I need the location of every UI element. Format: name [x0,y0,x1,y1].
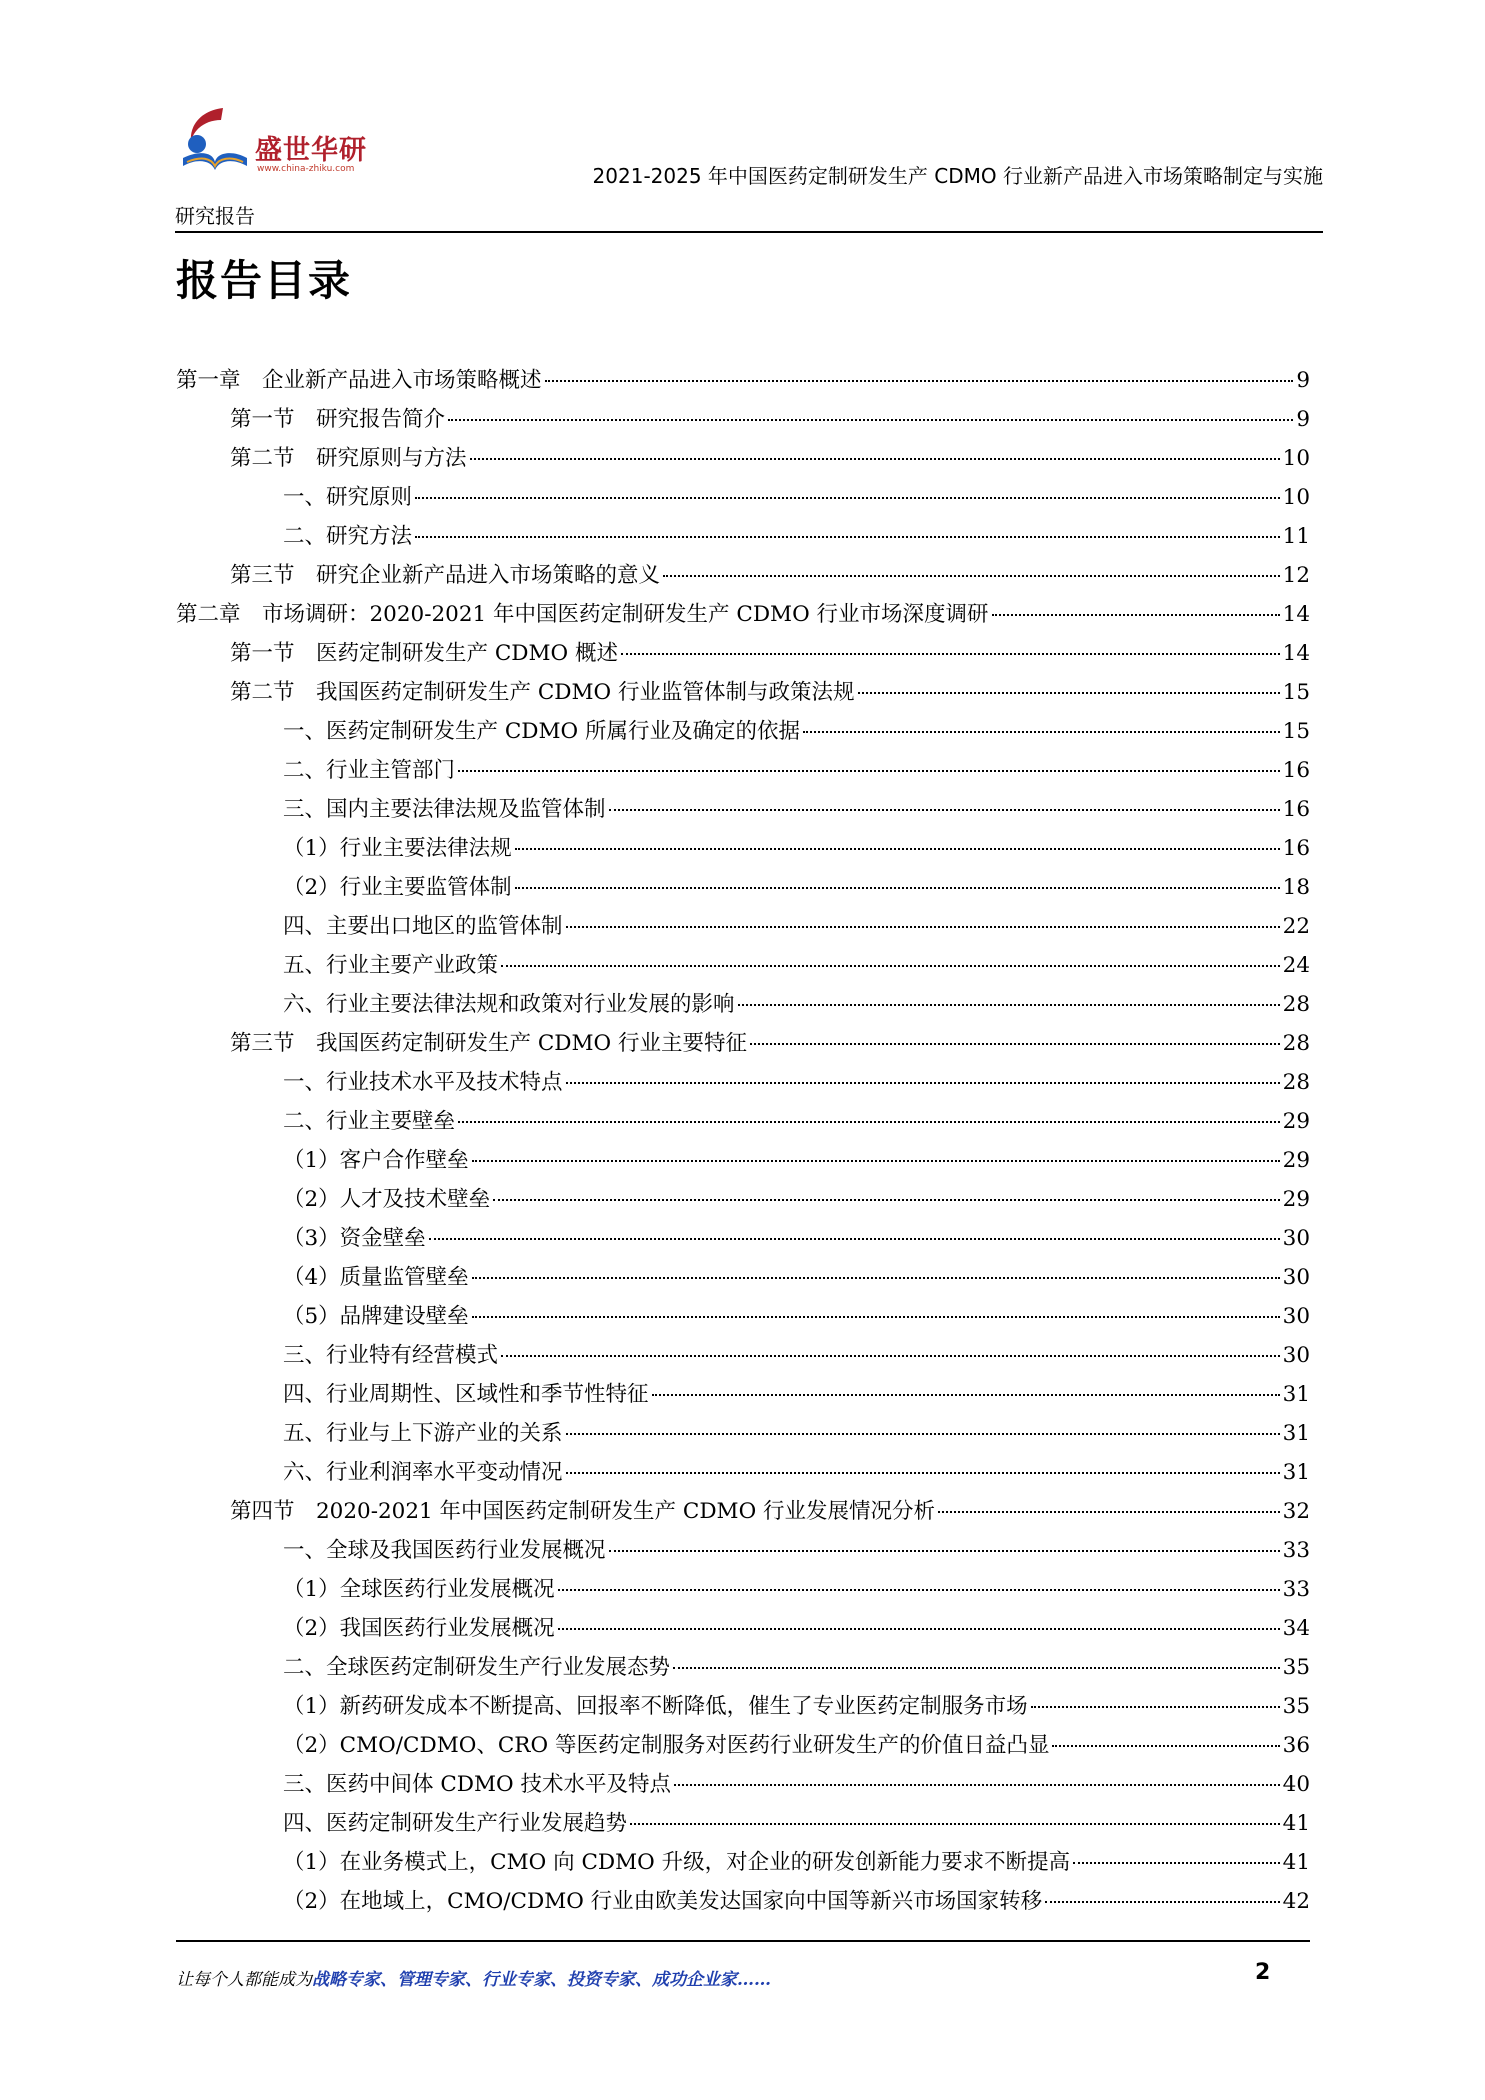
toc-entry[interactable] [176,1026,1310,1065]
slogan-prefix: 让每个人都能成为 [176,1970,312,1990]
report-title: 2021-2025 年中国医药定制研发生产 CDMO 行业新产品进入市场策略制定与实施 [592,164,1323,188]
toc-entry[interactable] [176,675,1310,714]
toc-entry[interactable] [176,1806,1310,1845]
toc-entry[interactable] [176,1104,1310,1143]
toc-dot-leader [738,1003,1280,1006]
toc-entry[interactable] [176,1572,1310,1611]
toc-entry-title: （1）客户合作壁垒 [283,1148,469,1173]
toc-dot-leader [458,1120,1280,1123]
toc-entry-page: 30 [1282,1304,1310,1329]
toc-entry-title: 六、行业主要法律法规和政策对行业发展的影响 [283,992,735,1017]
logo-emblem-icon [175,100,255,180]
toc-dot-leader [750,1042,1280,1045]
toc-entry-page: 33 [1282,1538,1310,1563]
toc-entry-page: 31 [1282,1421,1310,1446]
toc-entry[interactable] [176,1884,1310,1923]
toc-entry[interactable] [176,909,1310,948]
toc-entry-page: 35 [1282,1655,1310,1680]
toc-entry-page: 22 [1282,914,1310,939]
toc-dot-leader [558,1627,1280,1630]
toc-entry[interactable] [176,519,1310,558]
toc-entry-title: 一、研究原则 [283,485,413,510]
toc-entry-title: 第一节 医药定制研发生产 CDMO 概述 [230,641,618,666]
toc-dot-leader [458,769,1280,772]
toc-entry[interactable] [176,1299,1310,1338]
toc-entry-page: 29 [1282,1109,1310,1134]
toc-entry-title: 第二节 研究原则与方法 [230,446,467,471]
toc-dot-leader [472,1276,1280,1279]
toc-entry-title: 二、研究方法 [283,524,413,549]
toc-entry[interactable] [176,1377,1310,1416]
toc-dot-leader [663,574,1280,577]
toc-entry-title: 二、全球医药定制研发生产行业发展态势 [283,1655,671,1680]
toc-entry-page: 28 [1282,1031,1310,1056]
toc-dot-leader [674,1783,1280,1786]
logo-name: 盛世华研 [255,135,367,166]
toc-entry-title: （2）人才及技术壁垒 [283,1187,491,1212]
toc-dot-leader [566,925,1280,928]
toc-entry[interactable] [176,402,1310,441]
toc-entry-page: 18 [1282,875,1310,900]
toc-entry[interactable] [176,1221,1310,1260]
toc-entry-title: （1）新药研发成本不断提高、回报率不断降低，催生了专业医药定制服务市场 [283,1694,1028,1719]
report-subtitle: 研究报告 [175,204,255,228]
toc-entry-title: 第一章 企业新产品进入市场策略概述 [176,368,542,393]
toc-dot-leader [621,652,1280,655]
toc-entry[interactable] [176,1338,1310,1377]
toc-entry[interactable] [176,636,1310,675]
toc-entry-page: 36 [1282,1733,1310,1758]
toc-entry[interactable] [176,1065,1310,1104]
toc-dot-leader [992,613,1280,616]
toc-entry-title: 第三节 我国医药定制研发生产 CDMO 行业主要特征 [230,1031,747,1056]
footer-slogan [176,1965,771,1990]
toc-dot-leader [1031,1705,1280,1708]
toc-entry-page: 34 [1282,1616,1310,1641]
toc-entry-title: 五、行业与上下游产业的关系 [283,1421,563,1446]
toc-entry-title: （1）行业主要法律法规 [283,836,512,861]
toc-entry-page: 16 [1282,758,1310,783]
toc-entry-page: 15 [1282,680,1310,705]
toc-entry-page: 10 [1282,446,1310,471]
toc-entry-title: 第二节 我国医药定制研发生产 CDMO 行业监管体制与政策法规 [230,680,855,705]
toc-entry-page: 31 [1282,1460,1310,1485]
toc-entry-page: 15 [1282,719,1310,744]
toc-entry[interactable] [176,597,1310,636]
toc-entry-page: 16 [1282,797,1310,822]
toc-entry-page: 28 [1282,992,1310,1017]
toc-entry[interactable] [176,792,1310,831]
toc-dot-leader [566,1471,1280,1474]
toc-entry[interactable] [176,441,1310,480]
toc-entry-page: 14 [1282,602,1310,627]
toc-entry[interactable] [176,1689,1310,1728]
toc-entry-title: 六、行业利润率水平变动情况 [283,1460,563,1485]
toc-entry-title: 一、医药定制研发生产 CDMO 所属行业及确定的依据 [283,719,800,744]
toc-entry[interactable] [176,363,1310,402]
toc-entry-page: 40 [1282,1772,1310,1797]
logo-url: www.china-zhiku.com [257,164,355,174]
toc-dot-leader [501,964,1280,967]
toc-entry-title: （2）CMO/CDMO、CRO 等医药定制服务对医药行业研发生产的价值日益凸显 [283,1733,1050,1758]
toc-entry-page: 31 [1282,1382,1310,1407]
toc-entry-title: 第二章 市场调研：2020-2021 年中国医药定制研发生产 CDMO 行业市场深度调研 [176,602,989,627]
toc-entry[interactable] [176,714,1310,753]
toc-entry-title: （1）在业务模式上，CMO 向 CDMO 升级，对企业的研发创新能力要求不断提高 [283,1850,1071,1875]
toc-dot-leader [472,1159,1280,1162]
toc-entry[interactable] [176,1650,1310,1689]
toc-entry-page: 14 [1282,641,1310,666]
toc-dot-leader [472,1315,1280,1318]
toc-entry-title: 第三节 研究企业新产品进入市场策略的意义 [230,563,661,588]
toc-dot-leader [1045,1900,1279,1903]
toc-dot-leader [558,1588,1280,1591]
toc-entry-page: 10 [1282,485,1310,510]
toc-dot-leader [545,379,1294,382]
toc-entry-page: 42 [1282,1889,1310,1914]
toc-entry-page: 30 [1282,1343,1310,1368]
toc-entry-title: 五、行业主要产业政策 [283,953,499,978]
toc-entry-title: 一、行业技术水平及技术特点 [283,1070,563,1095]
toc-entry-page: 29 [1282,1148,1310,1173]
toc-entry[interactable] [176,1143,1310,1182]
company-logo [175,100,385,180]
toc-entry-title: （2）在地域上，CMO/CDMO 行业由欧美发达国家向中国等新兴市场国家转移 [283,1889,1043,1914]
toc-heading: 报告目录 [176,256,353,305]
toc-entry-page: 41 [1282,1850,1310,1875]
toc-dot-leader [1073,1861,1280,1864]
toc-dot-leader [673,1666,1280,1669]
toc-entry-page: 41 [1282,1811,1310,1836]
toc-dot-leader [652,1393,1280,1396]
header-divider [175,231,1323,233]
toc-dot-leader [415,535,1280,538]
toc-entry[interactable] [176,948,1310,987]
toc-entry-title: 三、国内主要法律法规及监管体制 [283,797,606,822]
page-number: 2 [1255,1960,1271,1985]
toc-entry-page: 11 [1282,524,1310,549]
toc-dot-leader [429,1237,1280,1240]
toc-entry[interactable] [176,831,1310,870]
toc-entry-page: 28 [1282,1070,1310,1095]
toc-dot-leader [609,808,1280,811]
toc-entry-title: 一、全球及我国医药行业发展概况 [283,1538,606,1563]
table-of-contents [176,363,1310,1923]
toc-dot-leader [515,886,1280,889]
toc-entry[interactable] [176,1182,1310,1221]
toc-entry-page: 24 [1282,953,1310,978]
toc-entry[interactable] [176,1767,1310,1806]
toc-entry-title: 二、行业主要壁垒 [283,1109,456,1134]
toc-entry[interactable] [176,558,1310,597]
toc-dot-leader [566,1432,1280,1435]
toc-entry[interactable] [176,480,1310,519]
toc-entry-title: （3）资金壁垒 [283,1226,426,1251]
toc-entry[interactable] [176,1416,1310,1455]
toc-dot-leader [630,1822,1280,1825]
toc-entry-title: 四、主要出口地区的监管体制 [283,914,563,939]
toc-entry[interactable] [176,870,1310,909]
toc-entry-title: 二、行业主管部门 [283,758,456,783]
toc-entry-title: 三、行业特有经营模式 [283,1343,499,1368]
toc-dot-leader [1052,1744,1279,1747]
toc-entry[interactable] [176,987,1310,1026]
toc-entry-title: 三、医药中间体 CDMO 技术水平及特点 [283,1772,671,1797]
toc-entry-title: 第四节 2020-2021 年中国医药定制研发生产 CDMO 行业发展情况分析 [230,1499,936,1524]
toc-entry-title: （2）行业主要监管体制 [283,875,512,900]
toc-entry-title: （5）品牌建设壁垒 [283,1304,469,1329]
toc-dot-leader [609,1549,1280,1552]
toc-dot-leader [415,496,1280,499]
toc-entry-page: 30 [1282,1226,1310,1251]
toc-entry-title: 四、行业周期性、区域性和季节性特征 [283,1382,649,1407]
toc-dot-leader [501,1354,1280,1357]
toc-dot-leader [515,847,1280,850]
toc-dot-leader [470,457,1280,460]
toc-entry-title: 第一节 研究报告简介 [230,407,446,432]
toc-entry[interactable] [176,1845,1310,1884]
toc-dot-leader [448,418,1293,421]
toc-entry-page: 30 [1282,1265,1310,1290]
toc-entry[interactable] [176,1494,1310,1533]
toc-entry[interactable] [176,1533,1310,1572]
toc-entry-page: 32 [1282,1499,1310,1524]
toc-entry-page: 16 [1282,836,1310,861]
toc-entry[interactable] [176,753,1310,792]
toc-entry-page: 35 [1282,1694,1310,1719]
toc-entry-title: （1）全球医药行业发展概况 [283,1577,555,1602]
toc-dot-leader [858,691,1280,694]
toc-entry-title: （4）质量监管壁垒 [283,1265,469,1290]
toc-entry[interactable] [176,1611,1310,1650]
toc-entry-page: 29 [1282,1187,1310,1212]
toc-entry-page: 33 [1282,1577,1310,1602]
toc-entry[interactable] [176,1728,1310,1767]
toc-entry[interactable] [176,1455,1310,1494]
toc-entry-page: 12 [1282,563,1310,588]
toc-entry-page: 9 [1296,407,1310,432]
toc-entry-title: （2）我国医药行业发展概况 [283,1616,555,1641]
toc-dot-leader [938,1510,1280,1513]
toc-entry-title: 四、医药定制研发生产行业发展趋势 [283,1811,628,1836]
toc-dot-leader [493,1198,1279,1201]
toc-dot-leader [803,730,1280,733]
toc-entry-page: 9 [1296,368,1310,393]
toc-entry[interactable] [176,1260,1310,1299]
page-header [175,100,1323,230]
slogan-accent: 战略专家、管理专家、行业专家、投资专家、成功企业家…… [312,1970,771,1990]
footer-divider [176,1940,1310,1942]
toc-dot-leader [566,1081,1280,1084]
